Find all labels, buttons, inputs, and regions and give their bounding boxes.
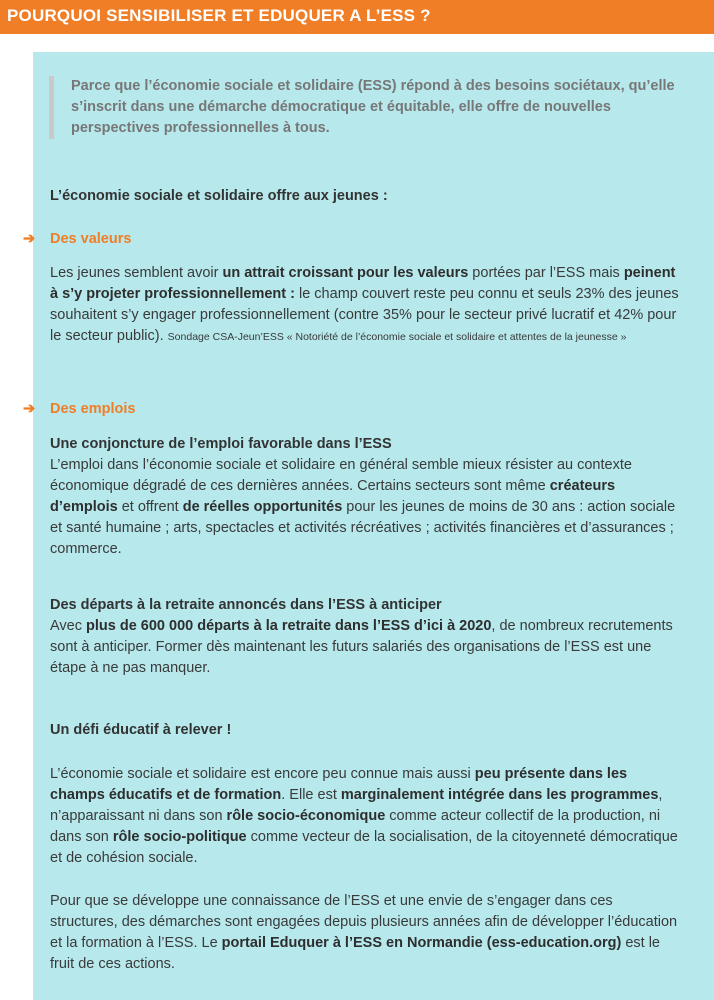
text-run: Les jeunes semblent avoir (50, 265, 223, 281)
emplois-title: Des emplois (50, 401, 136, 417)
bold-run: de réelles opportunités (182, 499, 343, 515)
emplois-paragraph-1 (50, 455, 684, 560)
source-note: Sondage CSA-Jeun’ESS « Notoriété de l’économie sociale et solidaire et attentes de la jeunesse » (167, 331, 627, 343)
emplois-paragraph-2 (50, 616, 684, 679)
text-run: , n’apparaissant ni dans son (50, 787, 663, 824)
emplois-subtitle-2: Des départs à la retraite annoncés dans l’ESS à anticiper (50, 597, 442, 613)
text-run: . Elle est (281, 787, 341, 803)
text-run: comme vecteur de la socialisation, de la citoyenneté démocratique et de cohésion sociale. (50, 829, 678, 866)
bold-run: rôle socio-économique (226, 808, 386, 824)
defi-title: Un défi éducatif à relever ! (50, 722, 232, 738)
text-run: portées par l’ESS mais (468, 265, 624, 281)
bold-run: peu présente dans les champs éducatifs et de formation (50, 766, 628, 803)
bold-run: marginalement intégrée dans les programmes (340, 787, 659, 803)
text-run: comme acteur collectif de la production, ni dans son (50, 808, 661, 845)
text-run: et offrent (117, 499, 183, 515)
arrow-right-icon: ➔ (23, 401, 36, 417)
text-run: le champ couvert reste peu connu et seuls 23% des jeunes souhaitent s’y engager professionnellement (contre 35% pour le secteur privé lucratif et 42% pour le secteur public). (50, 286, 679, 344)
bold-run: plus de 600 000 départs à la retraite dans l’ESS d’ici à 2020 (86, 618, 492, 634)
text-run: L’économie sociale et solidaire est encore peu connue mais aussi (50, 766, 475, 782)
intro-heading: L’économie sociale et solidaire offre aux jeunes : (50, 188, 388, 204)
valeurs-heading (23, 229, 684, 250)
section-header (0, 0, 714, 34)
section-title: POURQUOI SENSIBILISER ET EDUQUER A L’ESS ? (7, 6, 431, 25)
emplois-subtitle-1: Une conjoncture de l’emploi favorable dans l’ESS (50, 436, 392, 452)
portal-link-text: portail Eduquer à l’ESS en Normandie (ess-education.org) (221, 935, 622, 951)
text-run: pour les jeunes de moins de 30 ans : action sociale et santé humaine ; arts, spectacles et activités récréatives ; activités financières et d’assurances ; commerce. (50, 499, 676, 557)
text-run: L’emploi dans l’économie sociale et solidaire en général semble mieux résister au contexte économique dégradé de ces dernières années. Certains secteurs sont même (50, 457, 632, 494)
content-panel (23, 52, 714, 1000)
bold-run: rôle socio-politique (112, 829, 247, 845)
valeurs-paragraph (50, 263, 684, 348)
emplois-heading (23, 399, 684, 420)
defi-paragraph-2 (50, 891, 684, 975)
bold-run: créateurs d’emplois (50, 478, 616, 515)
text-run: est le fruit de ces actions. (50, 935, 660, 972)
bold-run: peinent à s’y projeter professionnellement : (50, 265, 676, 302)
defi-paragraph-1 (50, 764, 684, 869)
text-run: Pour que se développe une connaissance de l’ESS et une envie de s’engager dans ces structures, des démarches sont engagées depuis plusieurs années afin de développer l’éducation et la formation à l’ESS. Le (50, 893, 678, 951)
text-run: Avec (50, 618, 87, 634)
bold-run: un attrait croissant pour les valeurs (222, 265, 469, 281)
arrow-right-icon: ➔ (23, 231, 36, 247)
text-run: , de nombreux recrutements sont à anticiper. Former dès maintenant les futurs salariés des organisations de l’ESS est une étape à ne pas manquer. (50, 618, 673, 676)
intro-quote: Parce que l’économie sociale et solidaire (ESS) répond à des besoins sociétaux, qu’elle s’inscrit dans une démarche démocratique et équitable, elle offre de nouvelles perspectives professionnelles à tous. (49, 76, 701, 139)
valeurs-title: Des valeurs (50, 231, 132, 247)
